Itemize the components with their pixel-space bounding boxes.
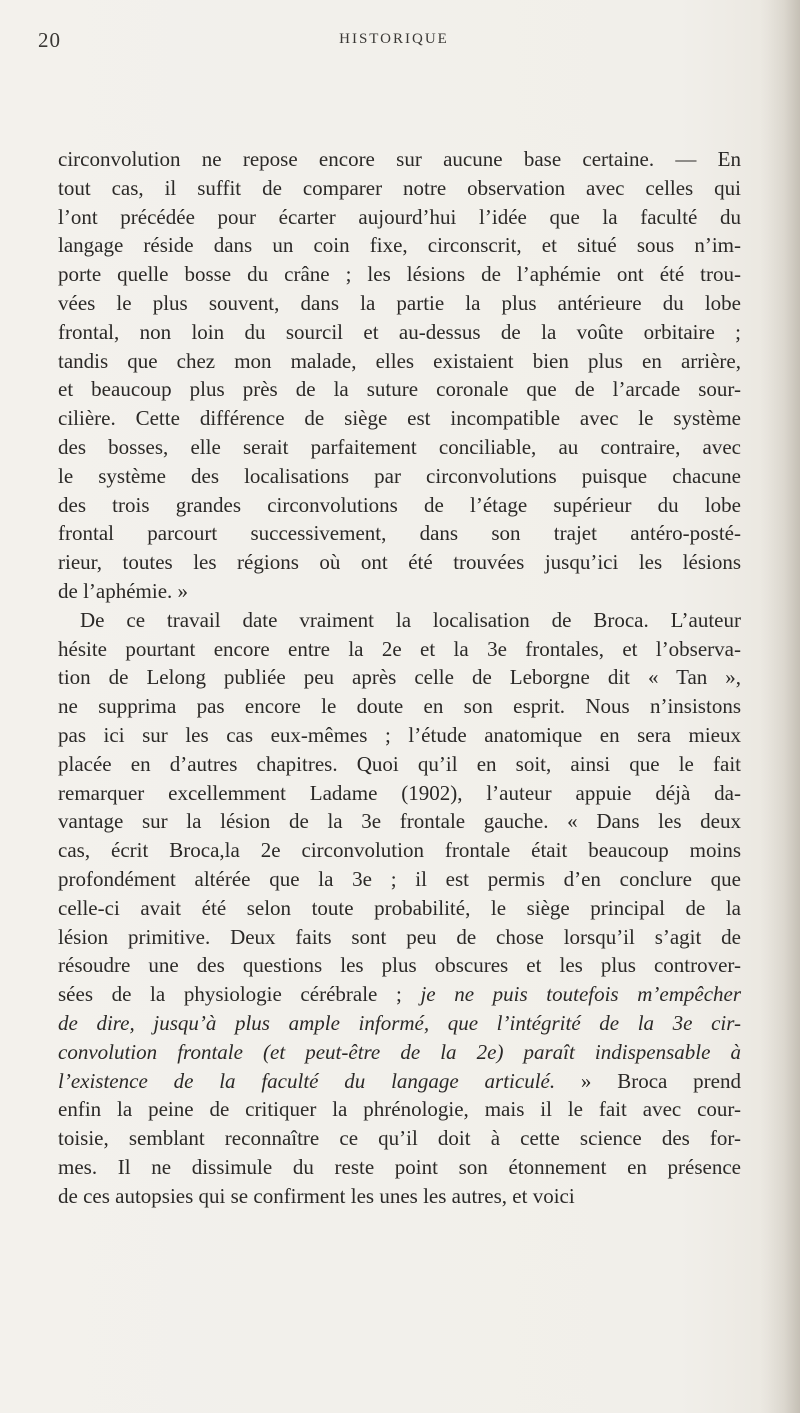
text-line: vantage sur la lésion de la 3e frontale gauche. « Dans les deux (58, 809, 741, 834)
text-line: porte quelle bosse du crâne ; les lésions de l’aphémie ont été trou- (58, 262, 741, 287)
page-number: 20 (38, 28, 61, 52)
text-line: tandis que chez mon malade, elles existaient bien plus en arrière, (58, 348, 741, 373)
text-line: profondément altérée que la 3e ; il est permis d’en conclure que (58, 866, 741, 891)
text-line: mes. Il ne dissimule du reste point son étonnement en présence (58, 1154, 741, 1179)
text-line: remarquer excellemment Ladame (1902), l’auteur appuie déjà da- (58, 780, 741, 805)
text-line (58, 1038, 741, 1067)
text-line: hésite pourtant encore entre la 2e et la 3e frontales, et l’observa- (58, 636, 741, 661)
text-line: de l’aphémie. » (58, 578, 189, 603)
text-line: cilière. Cette différence de siège est incompatible avec le système (58, 406, 741, 431)
quoted-italic-text: je ne puis toutefois m’empêcher (420, 982, 742, 1007)
text-line: enfin la peine de critiquer la phrénologie, mais il le fait avec cour- (58, 1097, 741, 1122)
text-line: placée en d’autres chapitres. Quoi qu’il en soit, ainsi que le fait (58, 751, 741, 776)
text-line: rieur, toutes les régions où ont été trouvées jusqu’ici les lésions (58, 550, 741, 575)
text-line: pas ici sur les cas eux-mêmes ; l’étude anatomique en sera mieux (58, 722, 741, 747)
text-line: le système des localisations par circonvolutions puisque chacune (58, 463, 741, 488)
text-line: toisie, semblant reconnaître ce qu’il doit à cette science des for- (58, 1126, 741, 1151)
text-line: langage réside dans un coin fixe, circonscrit, et situé sous n’im- (58, 233, 741, 258)
quoted-italic-text: l’existence de la faculté du langage articulé. (58, 1068, 556, 1093)
page-header (38, 28, 750, 54)
text-line: des bosses, elle serait parfaitement conciliable, au contraire, avec (58, 434, 741, 459)
text-line: celle-ci avait été selon toute probabilité, le siège principal de la (58, 895, 741, 920)
text-line: frontal, non loin du sourcil et au-dessus de la voûte orbitaire ; (58, 319, 741, 344)
text-line: résoudre une des questions les plus obscures et les plus controver- (58, 953, 741, 978)
text-line: tion de Lelong publiée peu après celle de Leborgne dit « Tan », (58, 665, 741, 690)
text-line: circonvolution ne repose encore sur aucune base certaine. — En (58, 147, 741, 171)
text-line: tout cas, il suffit de comparer notre observation avec celles qui (58, 175, 741, 200)
text-line: des trois grandes circonvolutions de l’étage supérieur du lobe (58, 492, 741, 517)
paragraph-2 (58, 606, 741, 1211)
quoted-italic-text: convolution frontale (et peut-être de la 2e) paraît indispensable à (58, 1039, 741, 1064)
text-line: lésion primitive. Deux faits sont peu de chose lorsqu’il s’agit de (58, 924, 741, 949)
text-line: et beaucoup plus près de la suture coronale que de l’arcade sour- (58, 377, 741, 402)
text-line (58, 1067, 741, 1096)
text-line: cas, écrit Broca,la 2e circonvolution frontale était beaucoup moins (58, 838, 741, 863)
text-line (58, 980, 741, 1009)
quoted-italic-text: de dire, jusqu’à plus ample informé, que l’intégrité de la 3e cir- (58, 1010, 741, 1035)
text-line: vées le plus souvent, dans la partie la plus antérieure du lobe (58, 290, 741, 315)
text-line: l’ont précédée pour écarter aujourd’hui l’idée que la faculté du (58, 204, 741, 229)
running-title: HISTORIQUE (339, 31, 449, 47)
text-line: De ce travail date vraiment la localisation de Broca. L’auteur (80, 607, 741, 632)
body-text (58, 145, 741, 1210)
text-line: frontal parcourt successivement, dans son trajet antéro-posté- (58, 521, 741, 546)
text-line: ne supprima pas encore le doute en son esprit. Nous n’insistons (58, 694, 741, 719)
text-line: de ces autopsies qui se confirment les unes les autres, et voici (58, 1183, 575, 1208)
text-line (58, 1009, 741, 1038)
text-segment: sées de la physiologie cérébrale ; (58, 982, 421, 1007)
page-edge-shadow (760, 0, 800, 1413)
text-segment: » Broca prend (555, 1068, 741, 1093)
paragraph-1 (58, 145, 741, 606)
